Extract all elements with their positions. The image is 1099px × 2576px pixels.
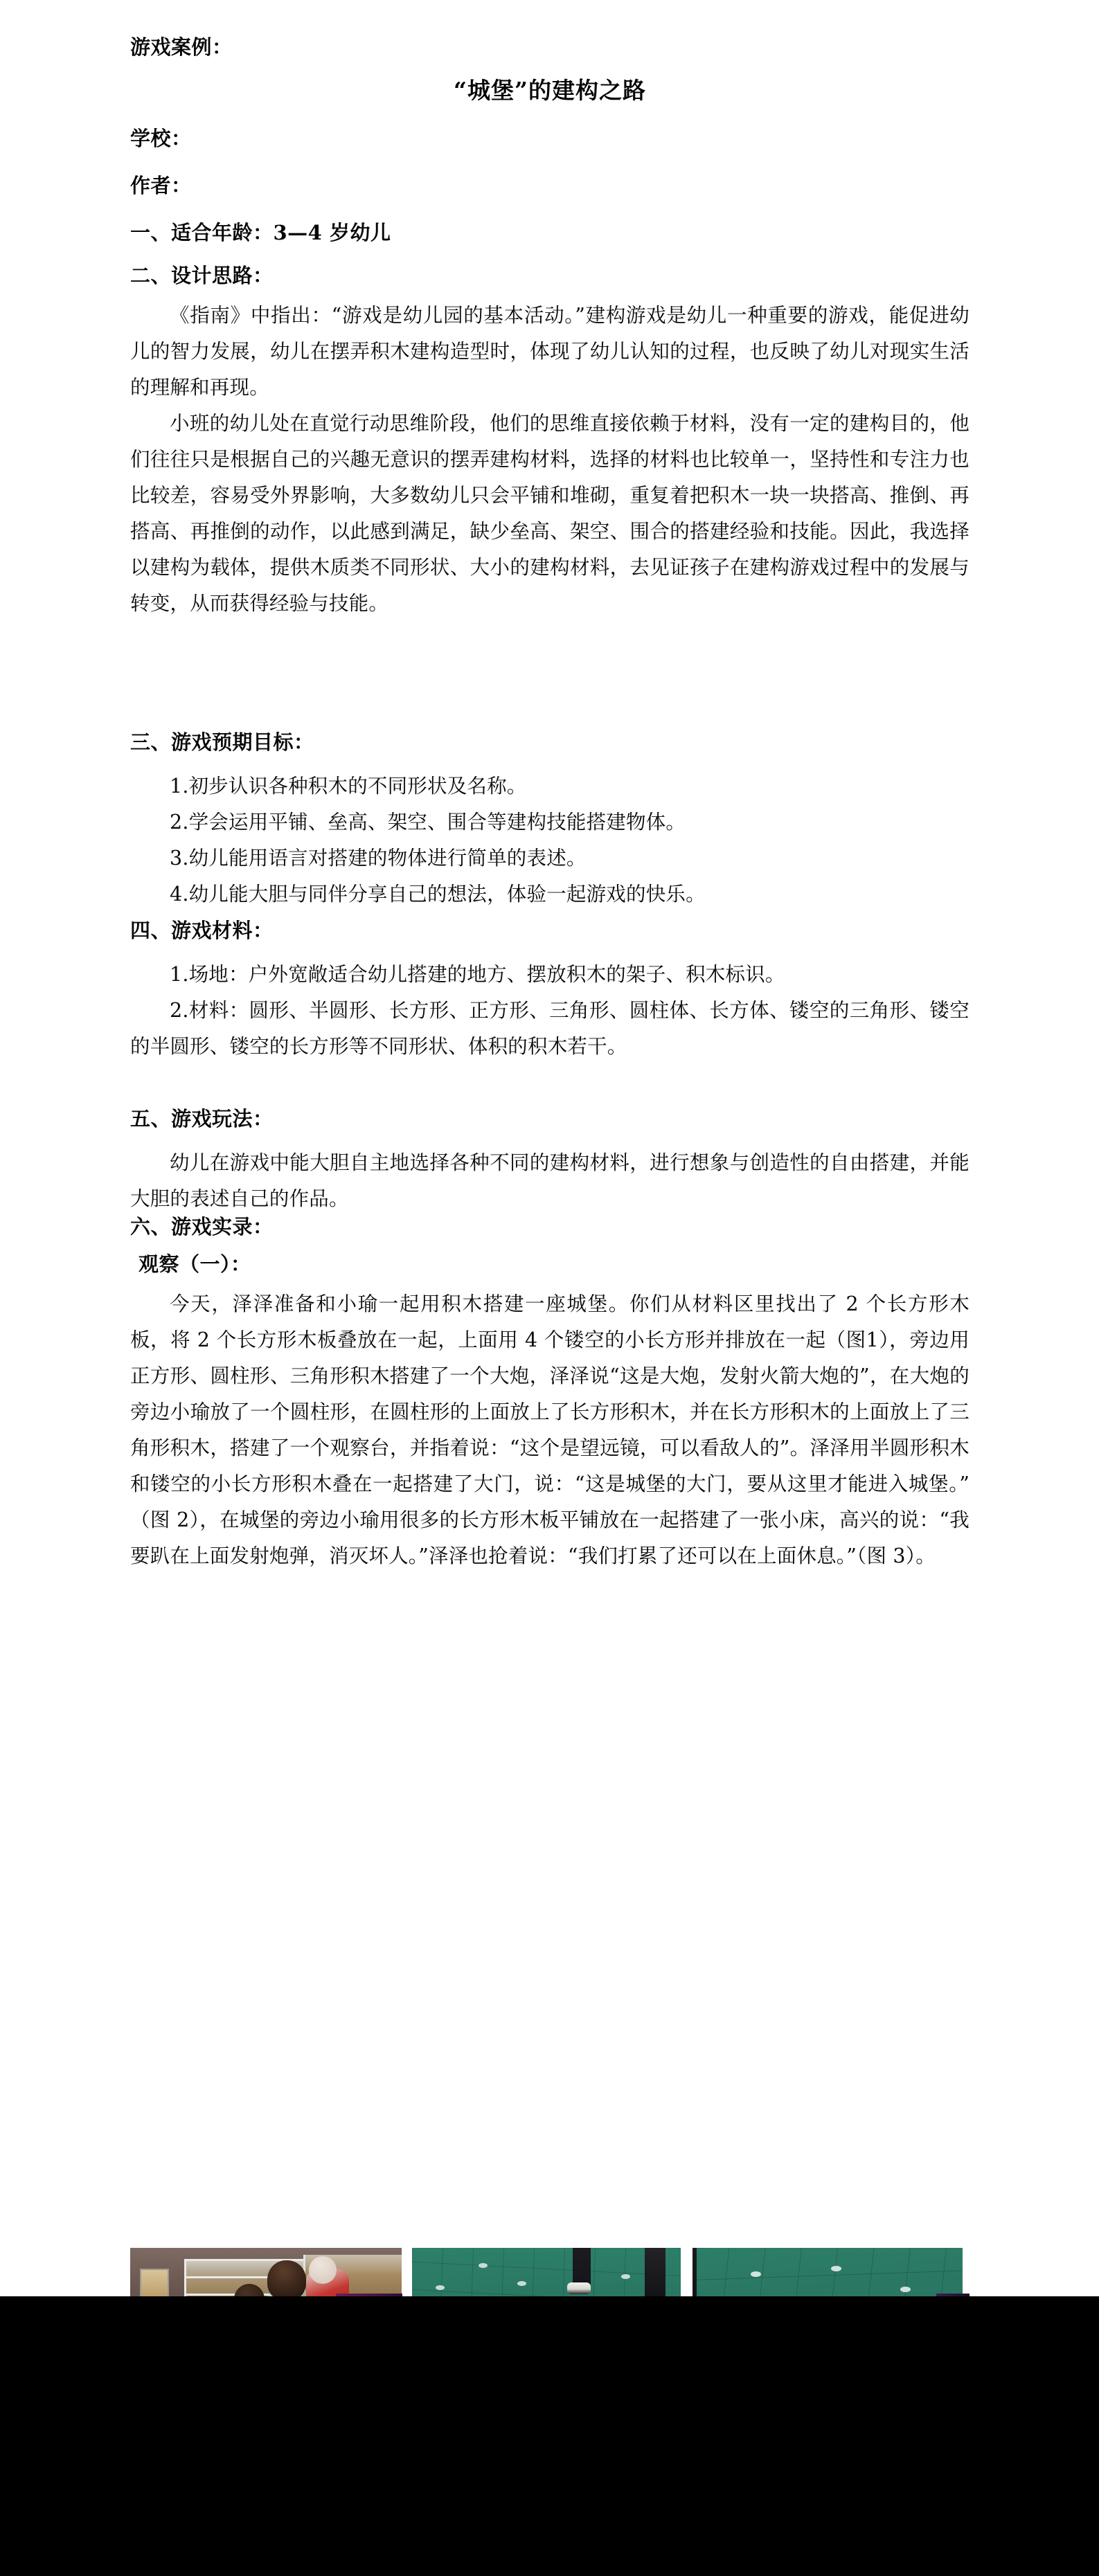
section-heading-design: 二、设计思路：	[130, 264, 274, 287]
photo2-mat-mark	[517, 2281, 526, 2286]
photo2-mat-mark	[621, 2274, 630, 2279]
photo3-mat-floor	[693, 2248, 963, 2296]
photo-figure-2	[412, 2248, 681, 2296]
design-paragraph-2: 小班的幼儿处在直觉行动思维阶段，他们的思维直接依赖于材料，没有一定的建构目的，他们往往只是根据自己的兴趣无意识的摆弄建构材料，选择的材料也比较单一，坚持性和专注力也比较差，容易受外界影响，大多数幼儿只会平铺和堆砌，重复着把积木一块一块搭高、推倒、再搭高、再推倒的动作，以此感到满足，缺少垒高、架空、围合的搭建经验和技能。因此，我选择以建构为载体，提供木质类不同形状、大小的建构材料，去见证孩子在建构游戏过程中的发展与转变，从而获得经验与技能。	[130, 412, 970, 615]
photo3-mat-mark	[751, 2271, 761, 2277]
photo3-mat-mark	[900, 2287, 911, 2292]
photo3-left-shadow	[693, 2248, 697, 2296]
section-heading-play: 五、游戏玩法：	[130, 1107, 274, 1131]
observation-label: 观察（一）：	[139, 1252, 251, 1276]
photo-figure-1	[130, 2248, 402, 2296]
section-heading-record: 六、游戏实录：	[130, 1215, 274, 1239]
observation-paragraph-1: 今天，泽泽准备和小瑜一起用积木搭建一座城堡。你们从材料区里找出了 2 个长方形木板，将 2 个长方形木板叠放在一起，上面用 4 个镂空的小长方形并排放在一起（图1），旁边用正方形、圆柱形、三角形积木搭建了一个大炮，泽泽说“这是大炮，发射火箭大炮的”，在大炮的旁边小瑜放了一个圆柱形，在圆柱形的上面放上了长方形积木，并在长方形积木的上面放上了三角形积木，搭建了一个观察台，并指着说：“这个是望远镜，可以看敌人的”。泽泽用半圆形积木和镂空的小长方形积木叠在一起搭建了大门，说：“这是城堡的大门，要从这里才能进入城堡。”（图 2），在城堡的旁边小瑜用很多的长方形木板平铺放在一起搭建了一张小床，高兴的说：“我要趴在上面发射炮弹，消灭坏人。”泽泽也抢着说：“我们打累了还可以在上面休息。”（图 3）。	[130, 1292, 970, 1567]
photo-strip	[130, 2248, 970, 2296]
school-label: 学校：	[130, 127, 192, 150]
section-heading-goals: 三、游戏预期目标：	[130, 730, 314, 754]
photo2-mat-mark	[479, 2263, 488, 2268]
photo3-mat-mark	[831, 2266, 841, 2271]
photo2-mat-mark	[436, 2285, 445, 2290]
author-label: 作者：	[130, 174, 192, 197]
case-label: 游戏案例：	[130, 35, 233, 59]
material-item-2: 2.材料：圆形、半圆形、长方形、正方形、三角形、圆柱体、长方体、镂空的三角形、镂空的半圆形、镂空的长方形等不同形状、体积的积木若干。	[130, 999, 970, 1058]
photo1-side-shelf	[140, 2269, 169, 2296]
photo2-mat-floor	[412, 2248, 681, 2296]
section-heading-materials: 四、游戏材料：	[130, 919, 274, 942]
photo2-adult-shoe	[567, 2282, 591, 2294]
photo1-child-c-head	[309, 2256, 337, 2284]
photo1-child-b-head	[267, 2260, 306, 2296]
page-title: “城堡”的建构之路	[454, 77, 646, 104]
section-heading-age: 一、适合年龄：3—4 岁幼儿	[130, 221, 391, 244]
goal-item-3: 3.幼儿能用语言对搭建的物体进行简单的表述。	[170, 847, 587, 870]
goal-item-1: 1.初步认识各种积木的不同形状及名称。	[170, 775, 527, 798]
viewport-background	[0, 2296, 1099, 2576]
goal-item-4: 4.幼儿能大胆与同伴分享自己的想法，体验一起游戏的快乐。	[170, 883, 706, 906]
design-paragraph-1: 《指南》中指出：“游戏是幼儿园的基本活动。”建构游戏是幼儿一种重要的游戏，能促进幼儿的智力发展，幼儿在摆弄积木建构造型时，体现了幼儿认知的过程，也反映了幼儿对现实生活的理解和再现。	[130, 304, 970, 399]
photo2-adult-2	[645, 2248, 665, 2296]
photo-figure-3	[693, 2248, 963, 2296]
material-item-1: 1.场地：户外宽敞适合幼儿搭建的地方、摆放积木的架子、积木标识。	[170, 963, 785, 986]
play-paragraph-1: 幼儿在游戏中能大胆自主地选择各种不同的建构材料，进行想象与创造性的自由搭建，并能大胆的表述自己的作品。	[130, 1151, 970, 1210]
goal-item-2: 2.学会运用平铺、垒高、架空、围合等建构技能搭建物体。	[170, 811, 686, 834]
photo2-adult-leg	[573, 2248, 591, 2285]
